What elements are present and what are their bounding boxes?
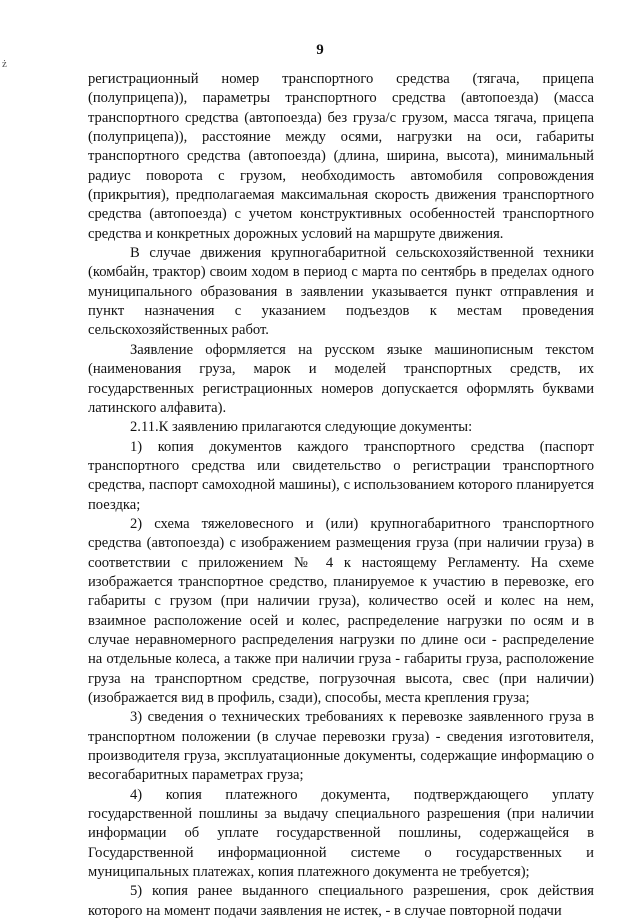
- margin-mark: ż: [2, 58, 7, 70]
- list-item-3-technical-requirements: 3) сведения о технических требованиях к перевозке заявленного груза в транспортном положении (в случае перевозки груза) - сведения изготовителя, производителя груза, эксплуатационные документы, содержащие информацию о весогабаритных параметрах груза;: [88, 709, 594, 784]
- list-item-2-vehicle-scheme: 2) схема тяжеловесного и (или) крупногабаритного транспортного средства (автопоезда) с изображением размещения груза (при наличии груза) в соответствии с приложением № 4 к настоящему Регламенту. На схеме изображается транспортное средство, планируемое к участию в перевозке, его габариты с грузом (при наличии груза), количество осей и колес на нем, взаимное расположение осей и колес, распределение нагрузки по осям и в случае неравномерного распределения нагрузки по длине оси - распределение на отдельные колеса, а также при наличии груза - габариты груза, расположение груза на транспортном средстве, погрузочная высота, свес (при наличии) (изображается вид в профиль, сзади), способы, места крепления груза;: [88, 515, 594, 706]
- paragraph-section-2-11-heading: 2.11.К заявлению прилагаются следующие документы:: [130, 419, 473, 436]
- paragraph-agricultural-machinery: В случае движения крупногабаритной сельскохозяйственной техники (комбайн, трактор) своим ходом в период с марта по сентябрь в пределах одного муниципального образования в заявлении указывается пункт отправления и пункт назначения с указанием подъездов к местам проведения сельскохозяйственных работ.: [88, 245, 594, 339]
- paragraph-language-requirement: Заявление оформляется на русском языке машинописным текстом (наименования груза, марок и моделей транспортных средств, их государственных регистрационных номеров допускается оформлять буквами латинского алфавита).: [88, 341, 594, 416]
- document-body: [88, 70, 594, 921]
- paragraph-vehicle-parameters: регистрационный номер транспортного средства (тягача, прицепа (полуприцепа)), параметры транспортного средства (автопоезда) (масса транспортного средства (автопоезда) без груза/с грузом, масса тягача, прицепа (полуприцепа)), расстояние между осями, нагрузки на оси, габариты транспортного средства (автопоезда) (длина, ширина, высота), минимальный радиус поворота с грузом, необходимость автомобиля сопровождения (прикрытия), предполагаемая максимальная скорость движения транспортного средства (автопоезда) с учетом конструктивных особенностей транспортного средства и конкретных дорожных условий на маршруте движения.: [88, 71, 594, 242]
- list-item-4-payment-document: 4) копия платежного документа, подтверждающего уплату государственной пошлины за выдачу специального разрешения (при наличии информации об уплате государственной пошлины, содержащейся в Государственной информационной системе о государственных и муниципальных платежах, копия платежного документа не требуется);: [88, 786, 594, 881]
- page-number: 9: [316, 42, 324, 58]
- list-item-1-vehicle-documents: 1) копия документов каждого транспортного средства (паспорт транспортного средства или свидетельство о регистрации транспортного средства, паспорт самоходной машины), с использованием которого планируется поездка;: [88, 438, 594, 513]
- list-item-5-previous-permit: 5) копия ранее выданного специального разрешения, срок действия которого на момент подачи заявления не истек, - в случае повторной подачи: [88, 883, 594, 919]
